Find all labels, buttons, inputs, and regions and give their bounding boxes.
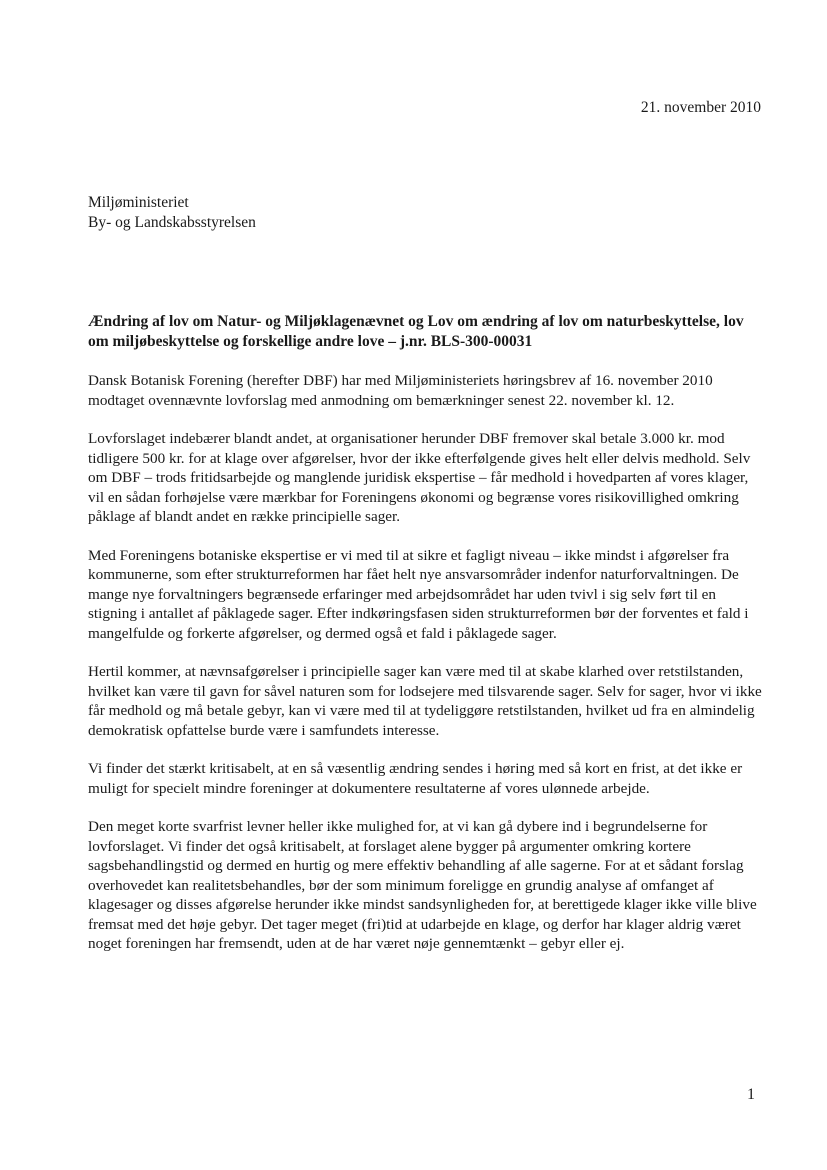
- body-paragraph-2: Lovforslaget indebærer blandt andet, at organisationer herunder DBF fremover skal betale 3.000 kr. mod tidligere 500 kr. for at klage over afgørelser, hvor der ikke efterfølgende gives helt eller delvis medhold. Selv om DBF – trods fritidsarbejde og manglende juridisk ekspertise – får medhold i hovedparten af vores klager, vil en sådan forhøjelse være mærkbar for Foreningens økonomi og begrænse vores risikovillighed omkring påklage af blandt andet en række principielle sager.: [88, 430, 751, 525]
- body-paragraph-6: Den meget korte svarfrist levner heller ikke mulighed for, at vi kan gå dybere ind i begrundelserne for lovforslaget. Vi finder det også kritisabelt, at forslaget alene bygger på argumenter omkring kortere sagsbehandlingstid og dermed en hurtig og mere effektiv behandling af alle sagerne. For at et sådant forslag overhovedet kan realitetsbehandles, bør der som minimum foreligge en grundig analyse af omfanget af klagesager og disses afgørelse herunder ikke mindst sandsynligheden for, at berettigede klager ikke ville blive fremsat med det høje gebyr. Det tager meget (fri)tid at udarbejde en klage, og derfor har klager aldrig været noget foreningen har fremsendt, uden at de har været nøje gennemtænkt – gebyr eller ej.: [88, 818, 757, 952]
- body-paragraph-3: Med Foreningens botaniske ekspertise er vi med til at sikre et fagligt niveau – ikke mindst i afgørelser fra kommunerne, som efter strukturreformen har fået helt nye ansvarsområder indenfor naturforvaltningen. De mange nye forvaltningers begrænsede erfaringer med arbejdsområdet har uden tvivl i sig selv ført til en stigning i antallet af påklagede sager. Efter indkøringsfasen siden strukturreformen bør der forventes et fald i mangelfulde og forkerte afgørelser, og dermed også et fald i påklagede sager.: [88, 546, 749, 642]
- letter-date: 21. november 2010: [640, 99, 761, 116]
- page-number: 1: [747, 1086, 755, 1103]
- recipient-line-1: Miljøministeriet: [88, 194, 189, 211]
- body-paragraph-1: Dansk Botanisk Forening (herefter DBF) har med Miljøministeriets høringsbrev af 16. november 2010 modtaget ovennævnte lovforslag med anmodning om bemærkninger senest 22. november kl. 12.: [88, 372, 713, 409]
- letter-body: [88, 371, 766, 973]
- body-paragraph-5: Vi finder det stærkt kritisabelt, at en så væsentlig ændring sendes i høring med så kort en frist, at det ikke er muligt for specielt mindre foreninger at dokumentere resultaterne af vores ulønnede arbejde.: [88, 760, 743, 797]
- letter-subject: Ændring af lov om Natur- og Miljøklagenævnet og Lov om ændring af lov om naturbeskyttelse, lov om miljøbeskyttelse og forskellige andre love – j.nr. BLS-300-00031: [88, 313, 744, 350]
- recipient-line-2: By- og Landskabsstyrelsen: [88, 214, 256, 231]
- body-paragraph-4: Hertil kommer, at nævnsafgørelser i principielle sager kan være med til at skabe klarhed over retstilstanden, hvilket kan være til gavn for såvel naturen som for lodsejere med tilsvarende sager. Selv for sager, hvor vi ikke får medhold og må betale gebyr, kan vi være med til at tydeliggøre retstilstanden, hvilket ud fra en almindelig demokratisk opfattelse burde være i samfundets interesse.: [88, 663, 762, 739]
- recipient-block: [88, 193, 256, 233]
